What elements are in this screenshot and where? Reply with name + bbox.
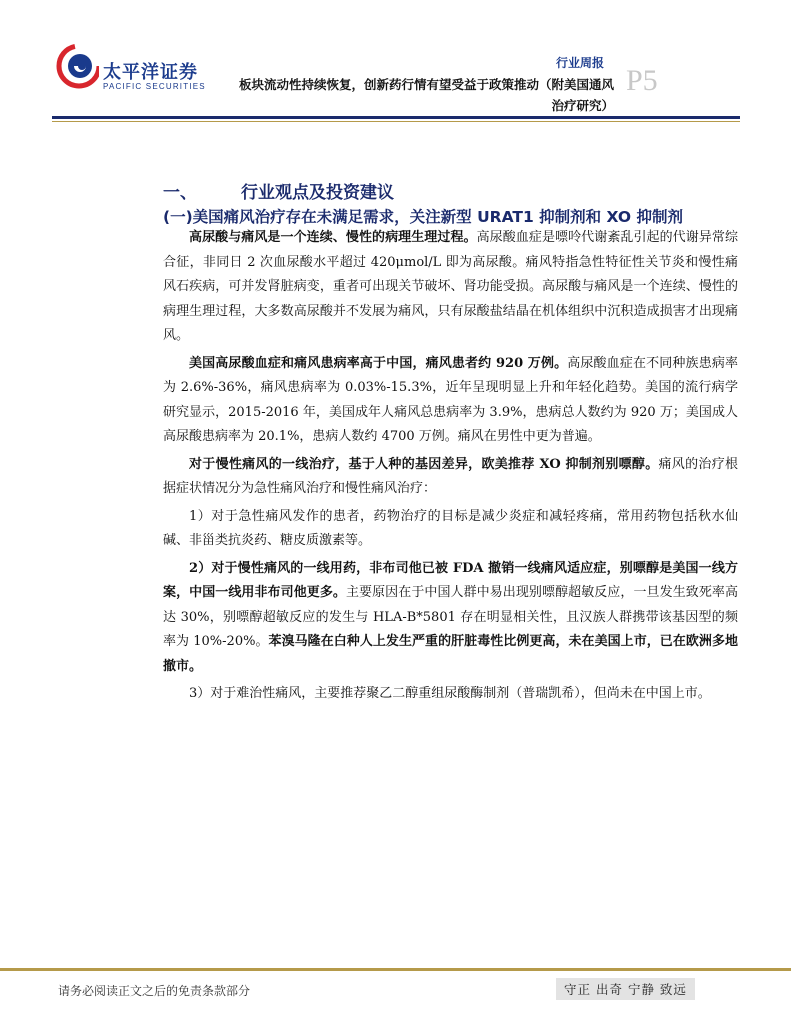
section-heading	[163, 178, 394, 203]
paragraph	[163, 226, 738, 349]
paragraph-text: 高尿酸血症是嘌呤代谢紊乱引起的代谢异常综合征，非同日 2 次血尿酸水平超过 420μmol/L 即为高尿酸。痛风特指急性特征性关节炎和慢性痛风石疾病，可并发肾脏病变，重者可出现关节破坏、肾功能受损。高尿酸与痛风是一个连续、慢性的病理生理过程，大多数高尿酸并不发展为痛风，只有尿酸盐结晶在机体组织中沉积造成损害才出现痛风。	[163, 230, 738, 343]
paragraph	[163, 505, 738, 554]
report-body	[163, 226, 738, 710]
section-title: 行业观点及投资建议	[241, 183, 394, 203]
paragraph-lead: 高尿酸与痛风是一个连续、慢性的病理生理过程。	[189, 230, 477, 245]
header-divider-accent	[52, 121, 740, 122]
paragraph-text: 痛风的治疗根据症状情况分为急性痛风治疗和慢性痛风治疗：	[163, 456, 738, 496]
paragraph-text: 高尿酸血症在不同种族患病率为 2.6%-36%，痛风患病率为 0.03%-15.3%，近年呈现明显上升和年轻化趋势。美国的流行病学研究显示，2015-2016 年，美国成年人痛风总患病率为 3.9%，患病总人数约为 920 万；美国成人高尿酸患病率为 20.1%，患病人数约 4700 万例。痛风在男性中更为普遍。	[163, 355, 738, 444]
report-header-title: 板块流动性持续恢复，创新药行情有望受益于政策推动（附美国通风治疗研究）	[238, 77, 614, 113]
paragraph	[163, 682, 738, 707]
section-number: 一、	[163, 183, 197, 203]
paragraph-text: 1）对于急性痛风发作的患者，药物治疗的目标是减少炎症和减轻疼痛，常用药物包括秋水仙碱、非甾类抗炎药、糖皮质激素等。	[163, 508, 738, 548]
paragraph-text: 主要原因在于中国人群中易出现别嘌醇超敏反应，一旦发生致死率高达 30%，别嘌醇超敏反应的发生与 HLA-B*5801 存在明显相关性，且汉族人群携带该基因型的频率为 10%-20%。	[163, 585, 738, 649]
company-logo	[55, 38, 235, 98]
paragraph-lead: 对于慢性痛风的一线治疗，基于人种的基因差异，欧美推荐 XO 抑制剂别嘌醇。	[189, 456, 659, 472]
report-type-label: 行业周报	[556, 56, 605, 70]
header-divider	[52, 116, 740, 119]
footer-disclaimer: 请务必阅读正文之后的免责条款部分	[58, 984, 251, 998]
paragraph	[163, 453, 738, 502]
subsection-heading: (一)美国痛风治疗存在未满足需求，关注新型 URAT1 抑制剂和 XO 抑制剂	[163, 208, 684, 226]
footer-motto: 守正 出奇 宁静 致远	[556, 978, 695, 1000]
logo-chinese-name: 太平洋证券	[103, 62, 198, 83]
pacific-logo-icon	[55, 38, 99, 94]
paragraph-tail: 苯溴马隆在白种人上发生严重的肝脏毒性比例更高，未在美国上市，已在欧洲多地撤市。	[163, 634, 738, 674]
paragraph-lead: 2）对于慢性痛风的一线用药，非布司他已被 FDA 撤销一线痛风适应症，别嘌醇是美国一线方案，中国一线用非布司他更多。	[163, 560, 738, 600]
paragraph-lead: 美国高尿酸血症和痛风患病率高于中国，痛风患者约 920 万例。	[189, 355, 568, 371]
footer-divider	[0, 968, 791, 971]
paragraph	[163, 557, 738, 680]
paragraph	[163, 352, 738, 450]
paragraph-text: 3）对于难治性痛风，主要推荐聚乙二醇重组尿酸酶制剂（普瑞凯希），但尚未在中国上市。	[189, 686, 711, 701]
page-number: P5	[626, 64, 658, 97]
logo-english-name: PACIFIC SECURITIES	[103, 82, 206, 91]
